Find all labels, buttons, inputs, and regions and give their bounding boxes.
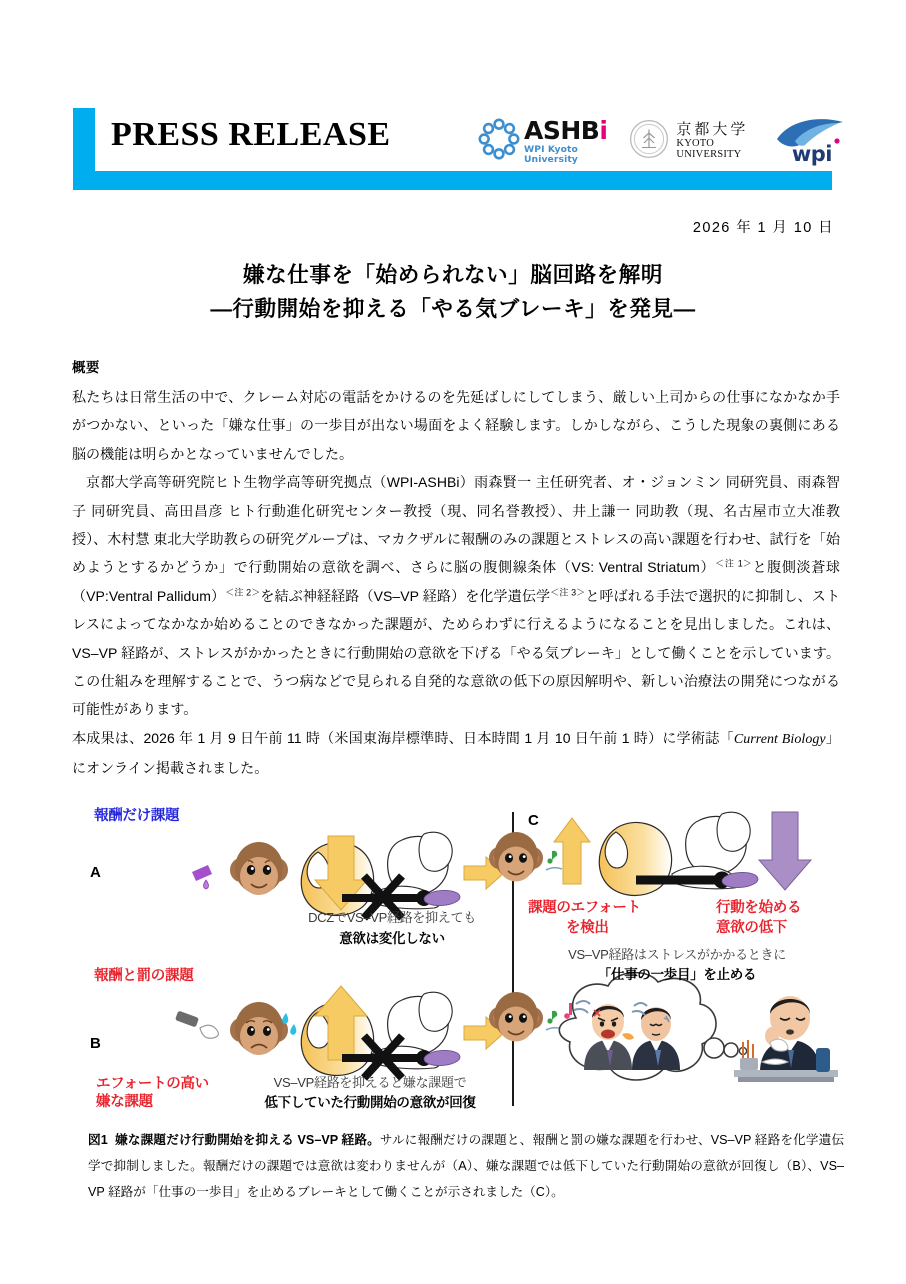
kyoto-university-logo [629, 119, 751, 164]
header-accent-bar-horizontal [73, 171, 832, 190]
reward-juice-icon [192, 865, 212, 889]
panel-c-label: C [528, 812, 539, 829]
panel-b-result-line1: VS–VP経路を抑えると嫌な課題で [273, 1075, 467, 1090]
overview-section [72, 356, 840, 783]
stress-illustration [559, 973, 838, 1082]
figure-caption-body: サルに報酬だけの課題と、報酬と罰の嫌な課題を行わせ、VS–VP 経路を化学遺伝学で抑制しました。報酬だけの課題では意欲は変わりませんが（A）、嫌な課題では低下していた行動開始の意欲が回復し（B）、VS–VP 経路が「仕事の一歩目」を止めるブレーキとして働くことが示されました（C）。 [88, 1133, 844, 1199]
monkey-head-b-left [230, 1002, 288, 1055]
panel-c-graphic [554, 812, 811, 895]
overview-p2-part-b: と腹側淡蒼球（VP:Ventral Pallidum） [72, 559, 840, 604]
monkey-head-a-left [230, 842, 288, 895]
ashbi-wordmark [524, 118, 607, 163]
publication-text-a: 本成果は、2026 年 1 月 9 日午前 11 時（米国東海岸標準時、日本時間 1 月 10 日午前 1 時）に学術誌「 [72, 729, 734, 746]
kyoto-name-jp: 京都大学 [676, 119, 749, 138]
kyoto-wordmark [676, 121, 751, 161]
panel-c-right-label-line1: 行動を始める [716, 900, 802, 916]
publication-text-b: 」にオンライン掲載されました。 [72, 729, 840, 777]
ashbi-subtitle: WPI Kyoto University [524, 144, 578, 165]
overview-heading: 概要 [72, 360, 100, 375]
panel-c-right-label-line2: 意欲の低下 [716, 920, 787, 936]
panel-c-summary-line1: VS–VP経路はストレスがかかるときに [568, 947, 786, 962]
overview-p2-part-d: と呼ばれる手法で選択的に抑制し、ストレスによってなかなか始めることのできなかった課題が、ためらわずに行えるようになることを見出しました。これは、VS–VP 経路が、ストレスがかかったときに行動開始の意欲を下げる「やる気ブレーキ」として働くことを示しています。この仕組みを理解することで、うつ病などで見られる自発的な意欲の低下の原因解明や、新しい治療法の開発につながる可能性があります。 [72, 587, 841, 718]
wpi-logo [773, 117, 832, 165]
ashbi-i-glyph: i [599, 116, 608, 146]
press-release-header [73, 108, 832, 190]
panel-b-task-title: 報酬と罰の課題 [94, 968, 194, 984]
panel-c-summary-line2: 「仕事の一歩目」を止める [597, 967, 757, 982]
panel-a-result-line2: 意欲は変化しない [339, 931, 445, 946]
panel-a-result-line1: DCZでVS–VP経路を抑えても [308, 910, 476, 925]
overview-p2-part-a: 京都大学高等研究院ヒト生物学高等研究拠点（WPI-ASHBi）雨森賢一 主任研究者、オ・ジョンミン 同研究員、雨森智子 同研究員、高田昌彦 ヒト行動進化研究センター教授（現、同名誉教授）、井上謙一 同助教（現、名古屋市立大准教授）、木村慧 東北大学助教らの研究グループは、マカクザルに報酬のみの課題とストレスの高い課題を行わせ、試行を「始めようとするかどうか」で行動開始の意欲を調べ、さらに脳の腹側線条体（VS: Ventral Striatum） [72, 474, 840, 576]
kyoto-name-en: KYOTO UNIVERSITY [676, 137, 742, 161]
panel-b-result-line2: 低下していた行動開始の意欲が回復 [264, 1095, 476, 1110]
journal-name: Current Biology [733, 731, 826, 747]
note-marker-3: ＜注 3＞ [550, 587, 586, 598]
document-title-line2: ―行動開始を抑える「やる気ブレーキ」を発見― [210, 297, 696, 322]
panel-a-task-title: 報酬だけ課題 [94, 808, 180, 824]
depressed-worker-figure [734, 996, 838, 1082]
ashbi-logo [478, 118, 607, 165]
document-title-line1: 嫌な仕事を「始められない」脳回路を解明 [243, 263, 663, 287]
kyoto-seal-icon [629, 119, 669, 164]
overview-paragraph-3 [72, 724, 840, 783]
panel-c-left-label-line2: を検出 [566, 920, 609, 936]
panel-b-task-sub-line1: エフォートの高い [96, 1076, 209, 1092]
ashbi-ring-icon [478, 118, 520, 165]
panel-b-label: B [90, 1035, 101, 1052]
overview-paragraph-1: 私たちは日常生活の中で、クレーム対応の電話をかけるのを先延ばしにしてしまう、厳しい上司からの仕事になかなか手がつかない、といった「嫌な仕事」の一歩目が出ない場面をよく経験します。しかしながら、こうした現象の裏側にある脳の機能は明らかとなっていませんでした。 [72, 389, 840, 462]
note-marker-2: ＜注 2＞ [225, 587, 261, 598]
note-marker-1: ＜注 1＞ [715, 558, 752, 569]
overview-p2-part-c: を結ぶ神経経路（VS–VP 経路）を化学遺伝学 [260, 587, 551, 604]
overview-paragraph-2 [72, 468, 840, 724]
panel-b-task-sub-line2: 嫌な課題 [96, 1094, 153, 1110]
airpuff-icon [175, 1011, 218, 1039]
figure-1 [72, 798, 840, 1116]
ashbi-wordmark-text: ASHBi [524, 116, 608, 146]
figure-caption [88, 1128, 844, 1205]
page-title: PRESS RELEASE [111, 116, 391, 153]
panel-c-left-label-line1: 課題のエフォート [528, 900, 641, 916]
document-title [0, 258, 906, 327]
logo-row [478, 112, 832, 170]
panel-b-graphic [175, 986, 577, 1078]
release-date: 2026 年 1 月 10 日 [692, 220, 834, 236]
wpi-wordmark: wpi [791, 142, 832, 166]
figure-caption-number: 図1 [88, 1133, 108, 1147]
panel-a-label: A [90, 864, 101, 881]
figure-caption-title: 嫌な課題だけ行動開始を抑える VS–VP 経路。 [115, 1133, 380, 1147]
panel-a-graphic [192, 832, 577, 918]
